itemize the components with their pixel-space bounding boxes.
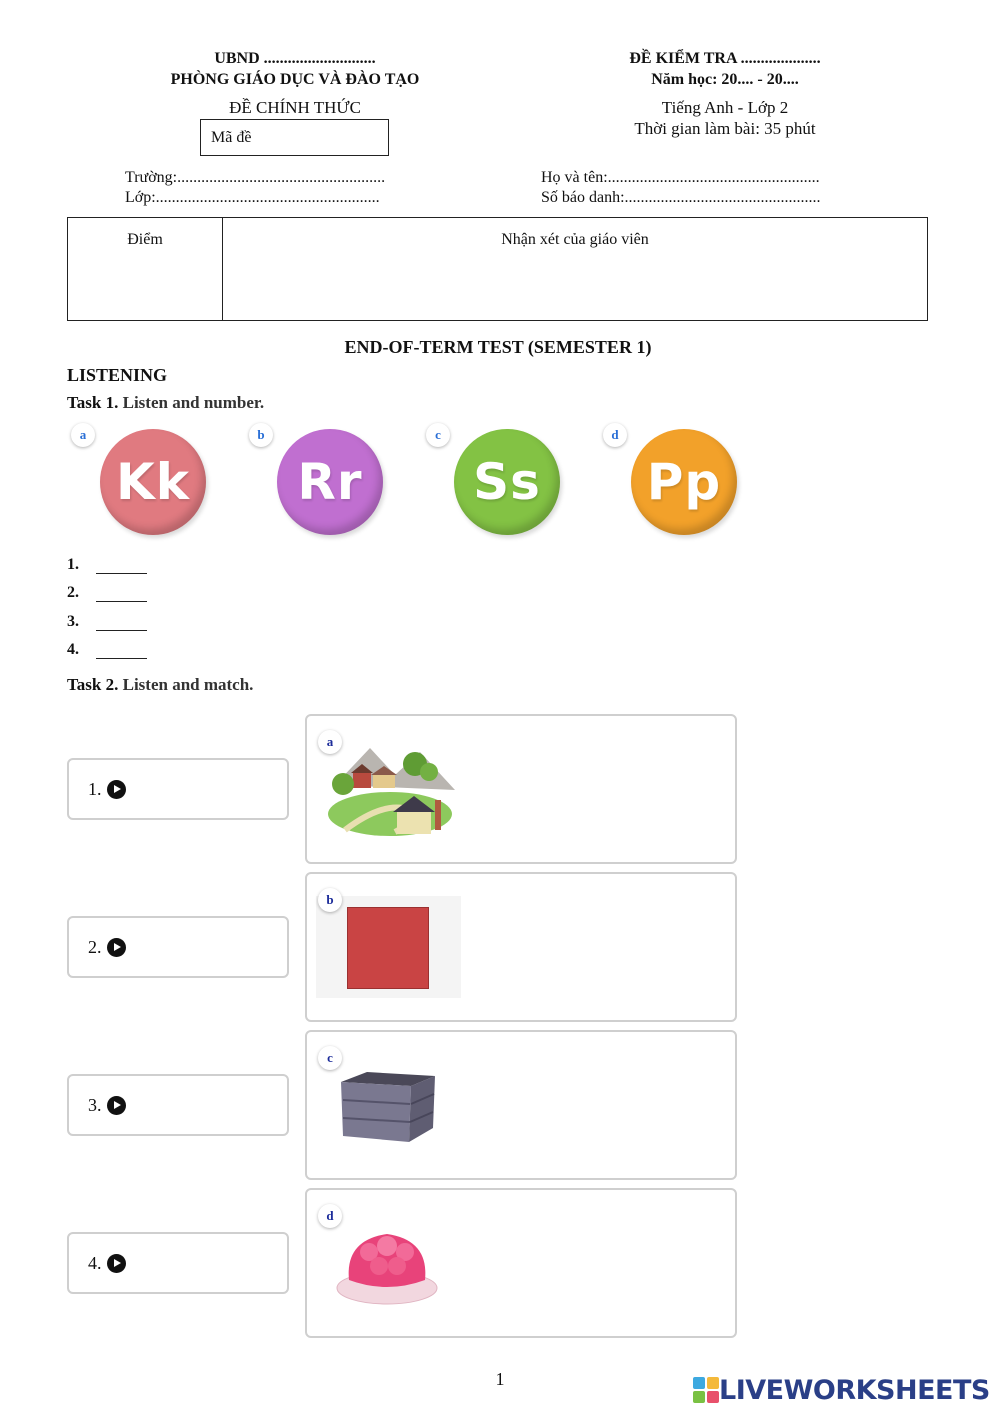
task2-instruction: Listen and match. (122, 675, 254, 694)
teacher-comment-label: Nhận xét của giáo viên (501, 231, 649, 248)
audio-item-1[interactable] (67, 758, 289, 820)
class-field[interactable]: Lớp:........................................................ (125, 189, 380, 206)
test-title: END-OF-TERM TEST (SEMESTER 1) (344, 337, 652, 357)
letter-kk-circle: Kk (100, 429, 206, 535)
name-field[interactable]: Họ và tên:..................................................... (541, 169, 820, 186)
play-icon[interactable] (107, 1096, 126, 1115)
liveworksheets-logo[interactable] (693, 1374, 990, 1406)
answer-number-4: 4. (67, 641, 79, 658)
answer-blank-3[interactable] (96, 630, 147, 631)
school-field[interactable]: Trường:.................................................... (125, 169, 386, 186)
option-a-badge: a (71, 423, 95, 447)
play-icon[interactable] (107, 780, 126, 799)
audio-item-label: 1. (88, 779, 102, 799)
letter-rr-circle: Rr (277, 429, 383, 535)
option-b-badge: b (249, 423, 273, 447)
task1-heading (67, 393, 264, 413)
red-square-icon (316, 896, 461, 998)
score-label: Điểm (127, 231, 163, 248)
jelly-icon (335, 1220, 439, 1306)
task1-label: Task 1. (67, 393, 119, 412)
official-label: ĐỀ CHÍNH THỨC (229, 98, 361, 117)
audio-item-2[interactable] (67, 916, 289, 978)
exam-code-box: Mã đề (200, 119, 389, 156)
audio-item-label: 2. (88, 937, 102, 957)
picture-option-d[interactable] (305, 1188, 737, 1338)
subject-line: Tiếng Anh - Lớp 2 (661, 98, 789, 117)
time-limit: Thời gian làm bài: 35 phút (634, 119, 816, 138)
liveworksheets-logo-icon (693, 1377, 719, 1403)
answer-number-3: 3. (67, 613, 79, 630)
picture-option-a[interactable] (305, 714, 737, 864)
section-heading: LISTENING (67, 365, 168, 385)
score-table (67, 217, 928, 321)
page-number: 1 (495, 1369, 505, 1389)
letter-pp-circle: Pp (631, 429, 737, 535)
picture-badge-a: a (318, 730, 342, 754)
picture-option-b[interactable] (305, 872, 737, 1022)
audio-item-label: 4. (88, 1253, 102, 1273)
wooden-box-icon (337, 1070, 437, 1146)
answer-blank-1[interactable] (96, 573, 147, 574)
audio-item-3[interactable] (67, 1074, 289, 1136)
answer-number-2: 2. (67, 584, 79, 601)
audio-item-4[interactable] (67, 1232, 289, 1294)
task1-instruction: Listen and number. (122, 393, 265, 412)
task2-heading (67, 675, 253, 695)
play-icon[interactable] (107, 1254, 126, 1273)
department-name: PHÒNG GIÁO DỤC VÀ ĐÀO TẠO (170, 71, 420, 88)
letter-ss-circle: Ss (454, 429, 560, 535)
ubnd-line: UBND ............................ (214, 50, 376, 67)
school-year: Năm học: 20.... - 20.... (651, 71, 799, 88)
answer-number-1: 1. (67, 556, 79, 573)
village-icon (325, 740, 455, 838)
task2-label: Task 2. (67, 675, 119, 694)
picture-badge-b: b (318, 888, 342, 912)
play-icon[interactable] (107, 938, 126, 957)
answer-blank-4[interactable] (96, 658, 147, 659)
answer-blank-2[interactable] (96, 601, 147, 602)
audio-item-label: 3. (88, 1095, 102, 1115)
picture-badge-c: c (318, 1046, 342, 1070)
option-d-badge: d (603, 423, 627, 447)
picture-option-c[interactable] (305, 1030, 737, 1180)
option-c-badge: c (426, 423, 450, 447)
test-title-line: ĐỀ KIỂM TRA .................... (629, 50, 821, 67)
student-id-field[interactable]: Số báo danh:................................................. (541, 189, 821, 206)
picture-badge-d: d (318, 1204, 342, 1228)
liveworksheets-wordmark: LIVEWORKSHEETS (719, 1374, 990, 1406)
